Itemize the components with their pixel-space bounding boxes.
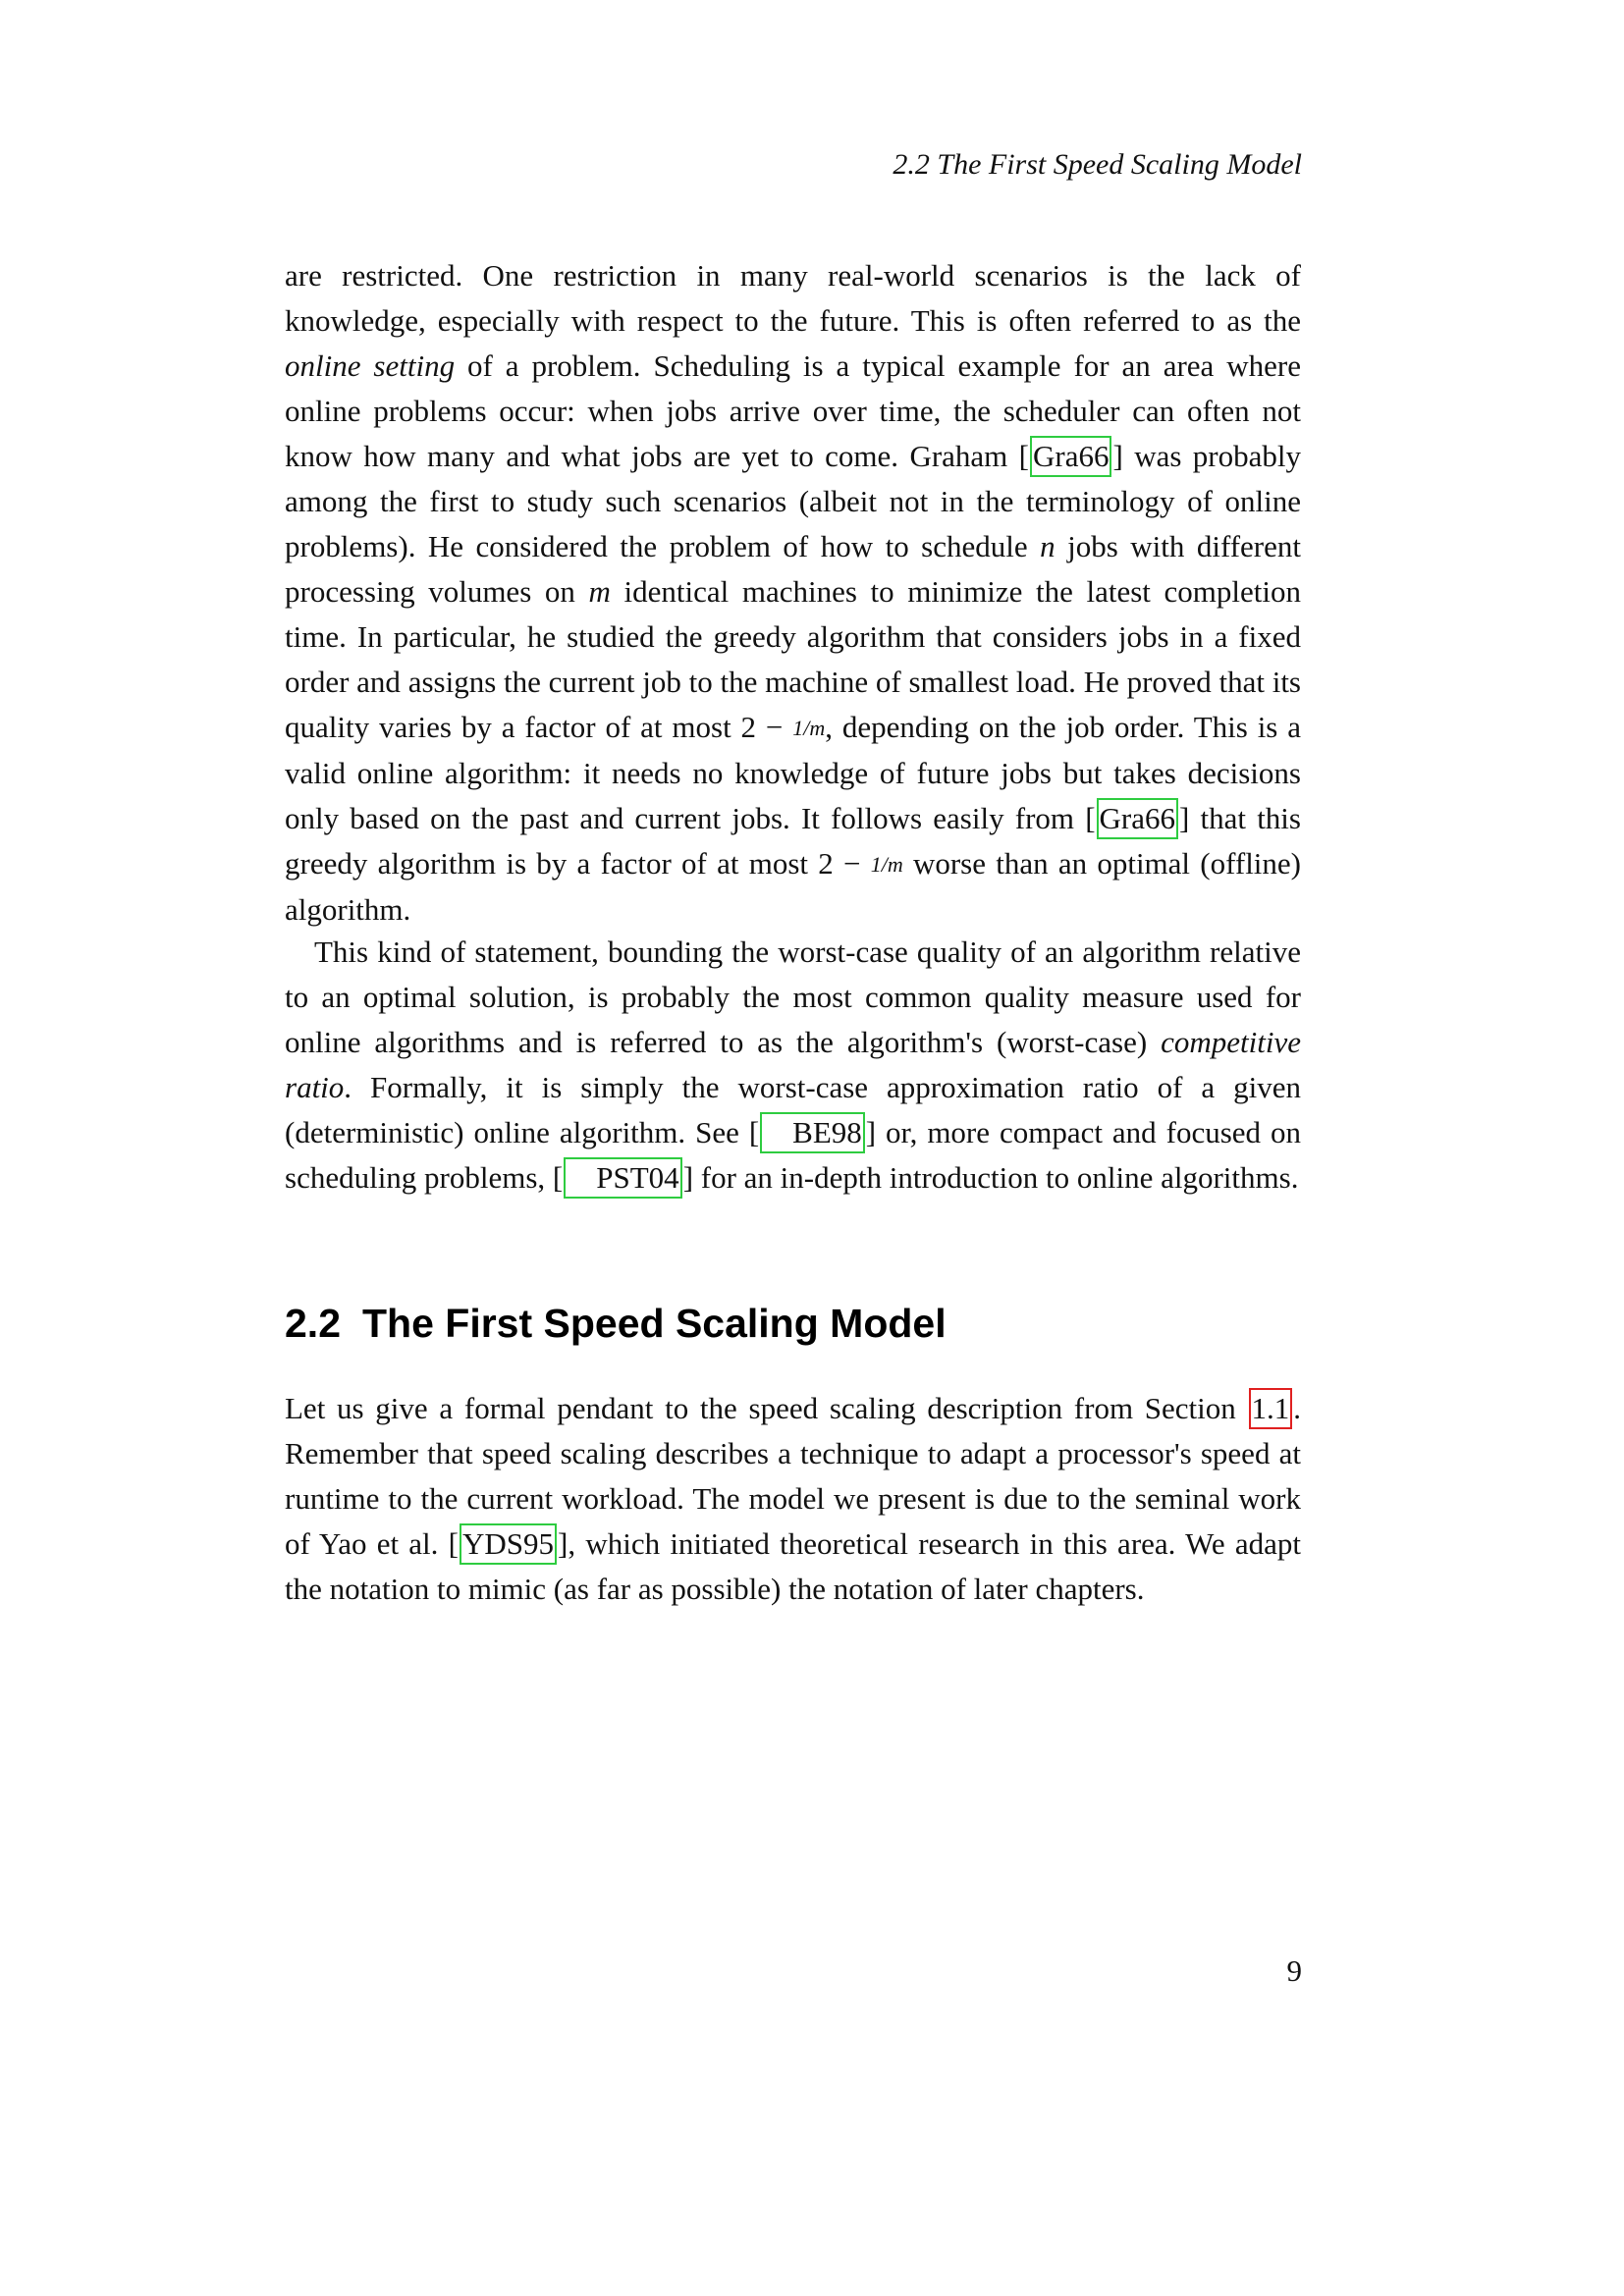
text-run: . Formally, it is simply the worst-case approximation ratio of a given (deterministic) online algorithm. See [ — [285, 1070, 1301, 1149]
emphasis-competitive-ratio: competitive ratio — [285, 1025, 1301, 1104]
paragraph-speed-scaling-intro — [285, 1386, 1301, 1612]
page-number: 9 — [1286, 1953, 1302, 1988]
paragraph-online-setting — [285, 253, 1301, 933]
math-fraction-1-over-m: 1/m — [870, 852, 903, 877]
text-run: ], which initiated theoretical research in this area. We adapt the notation to mimic (as far as possible) the notation of later chapters. — [285, 1526, 1301, 1606]
text-run: are restricted. One restriction in many real-world scenarios is the lack of knowledge, especially with respect to the future. This is often referred to as the — [285, 258, 1301, 338]
running-head: 2.2 The First Speed Scaling Model — [893, 148, 1302, 181]
citation-link-pst04[interactable]: PST04 — [564, 1157, 681, 1199]
text-run: . Remember that speed scaling describes a technique to adapt a processor's speed at runtime to the current workload. The model we present is due to the seminal work of Yao et al. [ — [285, 1391, 1301, 1561]
text-run: ] was probably among the first to study such scenarios (albeit not in the terminology of online problems). He considered the problem of how to schedule — [285, 439, 1301, 563]
text-run: of a problem. Scheduling is a typical example for an area where online problems occur: when jobs arrive over time, the scheduler can often not know how many and what jobs are yet to come. Graham [ — [285, 348, 1301, 473]
math-var-m: m — [588, 574, 611, 609]
section-ref-link-1-1[interactable]: 1.1 — [1249, 1388, 1293, 1429]
section-number: 2.2 — [285, 1301, 341, 1346]
citation-link-yds95[interactable]: YDS95 — [460, 1523, 557, 1565]
math-var-n: n — [1040, 529, 1056, 563]
text-run: ] for an in-depth introduction to online algorithms. — [682, 1160, 1299, 1195]
text-run: ] that this greedy algorithm is by a factor of at most 2 − — [285, 801, 1301, 881]
citation-link-be98[interactable]: BE98 — [760, 1112, 865, 1153]
citation-link-gra66[interactable]: Gra66 — [1030, 436, 1111, 477]
emphasis-online-setting: online setting — [285, 348, 456, 383]
section-title: The First Speed Scaling Model — [362, 1301, 947, 1346]
text-run: This kind of statement, bounding the worst-case quality of an algorithm relative to an optimal solution, is probably the most common quality measure used for online algorithms and is referred to as the algorithm's (worst-case) — [285, 934, 1301, 1059]
math-fraction-1-over-m: 1/m — [792, 716, 826, 740]
text-run: jobs with different processing volumes on — [285, 529, 1301, 609]
paragraph-competitive-ratio — [285, 930, 1301, 1201]
citation-link-gra66[interactable]: Gra66 — [1097, 798, 1178, 839]
text-run: worse than an optimal (offline) algorithm. — [285, 846, 1301, 927]
text-run: ] or, more compact and focused on scheduling problems, [ — [285, 1115, 1301, 1195]
text-run: Let us give a formal pendant to the speed scaling description from Section — [285, 1391, 1248, 1425]
text-run: identical machines to minimize the latest completion time. In particular, he studied the greedy algorithm that considers jobs in a fixed order and assigns the current job to the machine of smallest load. He proved that its quality varies by a factor of at most 2 − — [285, 574, 1301, 744]
text-run: , depending on the job order. This is a valid online algorithm: it needs no knowledge of future jobs but takes decisions only based on the past and current jobs. It follows easily from [ — [285, 710, 1301, 835]
section-heading — [285, 1298, 947, 1349]
